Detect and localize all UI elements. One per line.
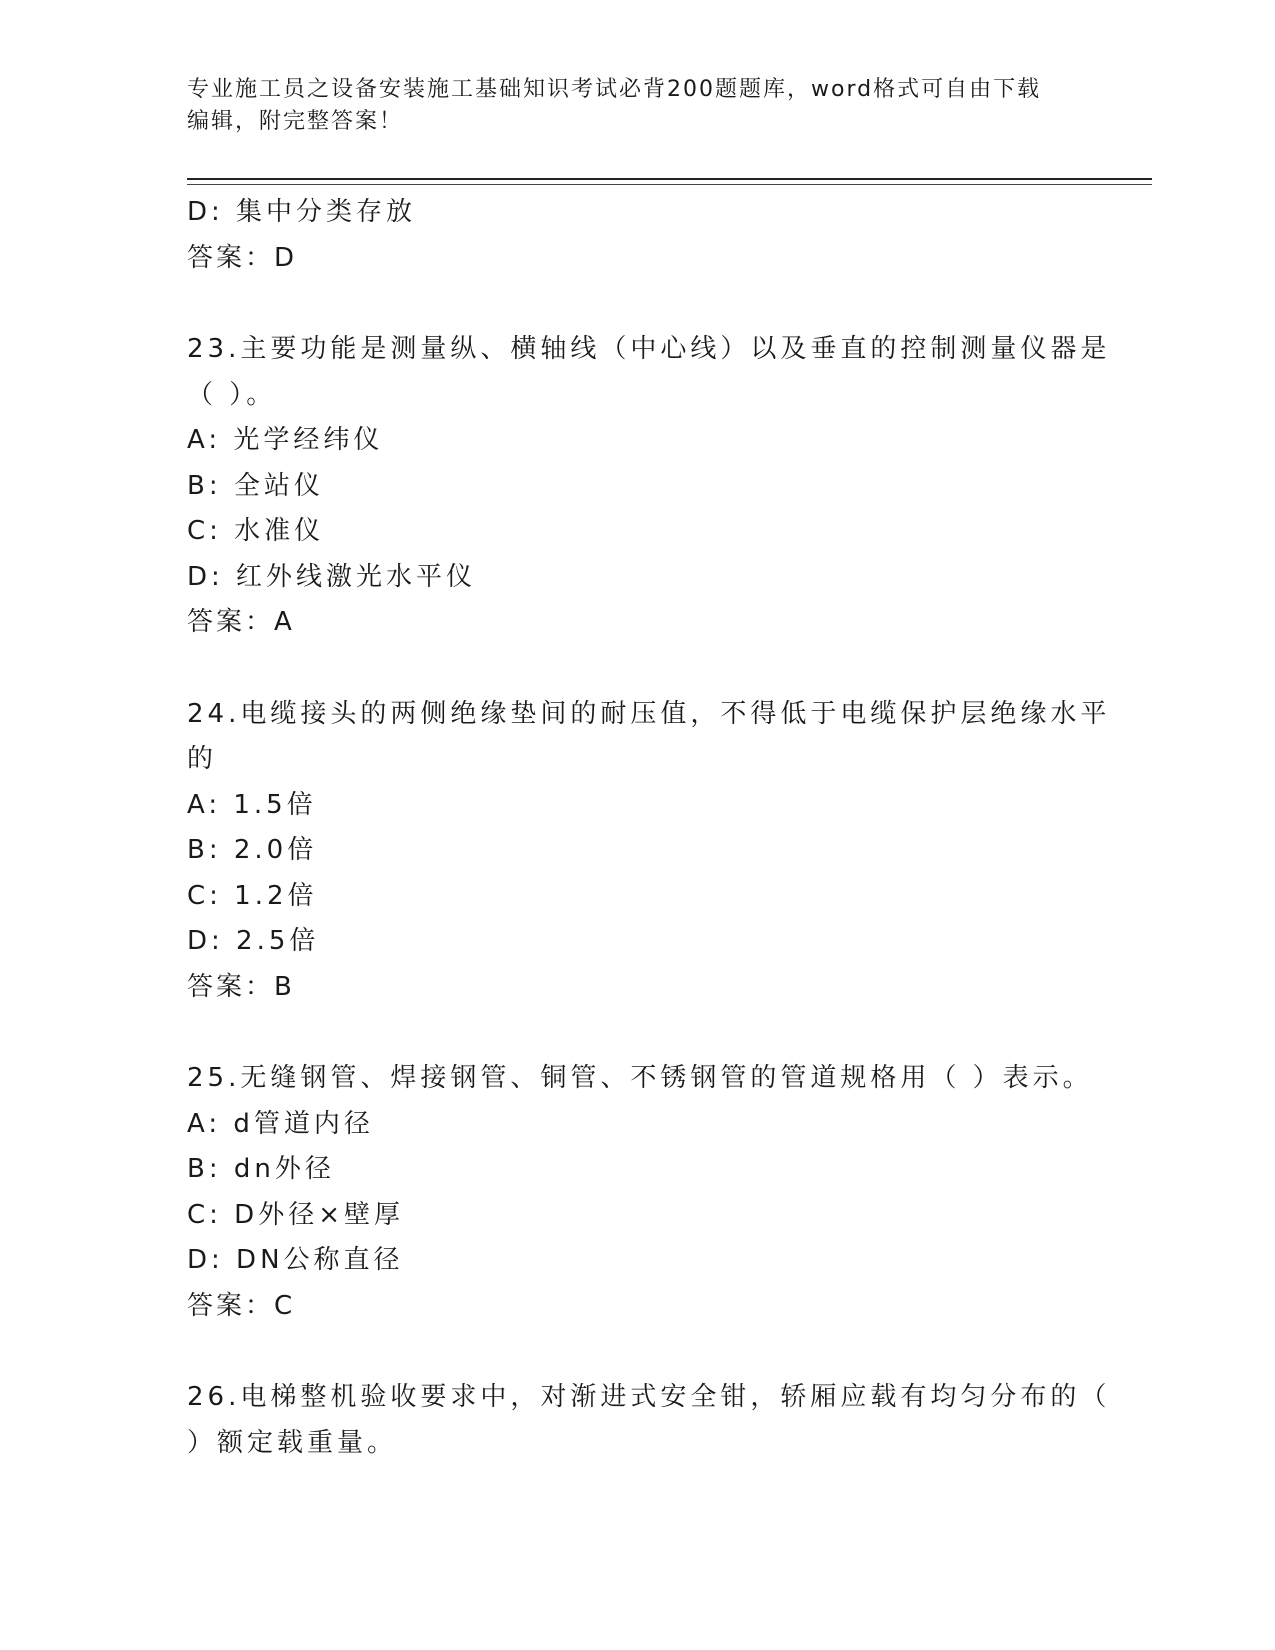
question-23 [187, 327, 1111, 646]
question-stem: 24.电缆接头的两侧绝缘垫间的耐压值，不得低于电缆保护层绝缘水平 [187, 698, 1111, 729]
option-d: D: 集中分类存放 [187, 197, 417, 227]
question-stem: 23.主要功能是测量纵、横轴线（中心线）以及垂直的控制测量仪器是 [187, 334, 1111, 364]
question-stem: 25.无缝钢管、焊接钢管、铜管、不锈钢管的管道规格用（ ）表示。 [187, 1063, 1093, 1093]
page-header [187, 74, 1087, 138]
option-b: B: 全站仪 [187, 470, 324, 501]
question-25 [187, 1056, 1093, 1329]
header-title-line1: 专业施工员之设备安装施工基础知识考试必背200题题库，word格式可自由下载 [187, 77, 1042, 102]
option-b: B: 2.0倍 [187, 835, 318, 865]
header-divider-thick [187, 178, 1152, 180]
option-d: D: 红外线激光水平仪 [187, 561, 477, 592]
option-d: D: 2.5倍 [187, 926, 320, 956]
question-26 [187, 1375, 1111, 1466]
option-c: C: D外径×壁厚 [187, 1199, 404, 1230]
question-stem-continued: （ ）。 [187, 379, 277, 410]
question-list [187, 190, 1111, 1466]
question-stem-continued: ）额定载重量。 [187, 1427, 398, 1458]
answer-line: 答案：D [187, 242, 298, 273]
option-d: D: DN公称直径 [187, 1245, 404, 1275]
option-a: A: 光学经纬仪 [187, 425, 384, 455]
question-stem-continued: 的 [187, 744, 218, 774]
answer-line: 答案：A [187, 607, 295, 637]
header-title-line2: 编辑，附完整答案！ [187, 109, 404, 134]
option-c: C: 水准仪 [187, 516, 325, 546]
option-c: C: 1.2倍 [187, 880, 318, 911]
option-a: A: 1.5倍 [187, 789, 317, 820]
question-stem: 26.电梯整机验收要求中，对渐进式安全钳，轿厢应载有均匀分布的（ [187, 1382, 1111, 1412]
answer-line: 答案：B [187, 971, 295, 1002]
answer-line: 答案：C [187, 1290, 296, 1321]
option-b: B: dn外径 [187, 1154, 335, 1184]
header-divider-thin [187, 184, 1152, 185]
question-24 [187, 692, 1111, 1011]
previous-question-fragment [187, 190, 1087, 281]
option-a: A: d管道内径 [187, 1108, 374, 1139]
